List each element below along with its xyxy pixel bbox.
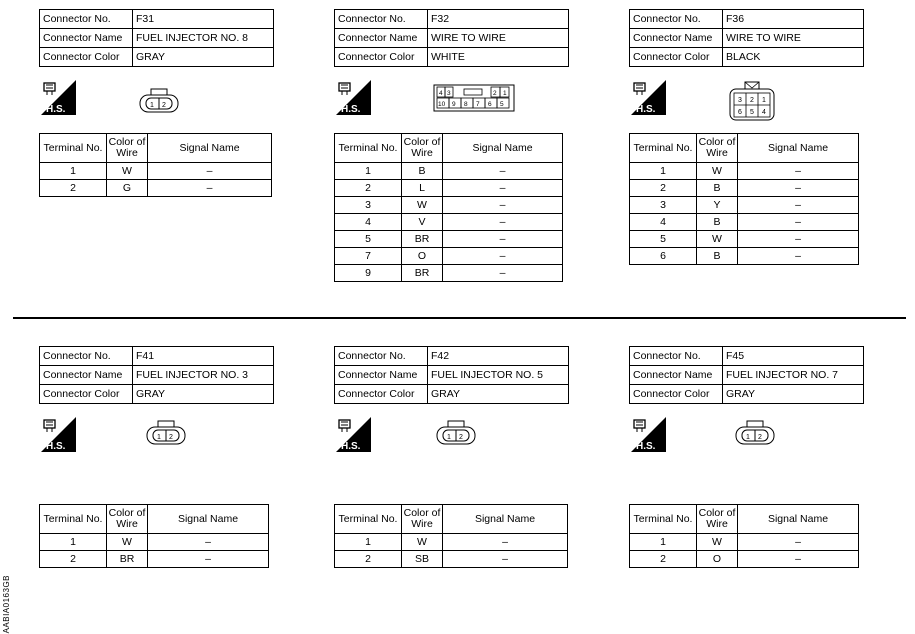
connector-name-value: FUEL INJECTOR NO. 7 [723, 366, 864, 385]
connector-color-label: Connector Color [40, 385, 133, 404]
table-row: 1 W – [630, 534, 859, 551]
pin-label: 2 [162, 102, 166, 109]
connector-info-table [334, 9, 569, 67]
connector-color-value: WHITE [428, 48, 569, 67]
connector-no-value: F41 [133, 347, 274, 366]
connector-face-2pin [733, 420, 777, 446]
pin-label: 9 [452, 101, 456, 108]
connector-color-label: Connector Color [630, 48, 723, 67]
connector-face-6pin [728, 80, 776, 122]
connector-color-label: Connector Color [630, 385, 723, 404]
pin-label: 5 [750, 109, 754, 116]
connector-color-label: Connector Color [335, 48, 428, 67]
signal-name-header: Signal Name [738, 134, 859, 163]
terminal-table [39, 504, 269, 568]
connector-color-value: GRAY [723, 385, 864, 404]
color-of-wire-header: Color of Wire [402, 505, 443, 534]
terminal-table [334, 504, 568, 568]
pin-label: 4 [762, 109, 766, 116]
hs-label: H.S. [46, 104, 66, 115]
pin-label: 5 [500, 101, 504, 108]
pin-label: 1 [150, 102, 154, 109]
pin-label: 1 [762, 97, 766, 104]
harness-side-icon [41, 80, 76, 115]
harness-side-icon [631, 80, 666, 115]
hs-label: H.S. [636, 441, 656, 452]
connector-no-label: Connector No. [40, 347, 133, 366]
terminal-no-header: Terminal No. [630, 134, 697, 163]
pin-label: 1 [157, 434, 161, 441]
table-row: 4 B – [630, 214, 859, 231]
pin-label: 1 [503, 90, 507, 97]
color-of-wire-header: Color of Wire [107, 505, 148, 534]
connector-name-label: Connector Name [335, 366, 428, 385]
color-of-wire-header: Color of Wire [107, 134, 148, 163]
connector-face-2pin [434, 420, 478, 446]
connector-no-value: F42 [428, 347, 569, 366]
connector-no-value: F36 [723, 10, 864, 29]
table-row: 5 W – [630, 231, 859, 248]
section-divider [13, 317, 906, 319]
hs-label: H.S. [341, 104, 361, 115]
terminal-table [334, 133, 563, 282]
connector-no-value: F32 [428, 10, 569, 29]
terminal-no-header: Terminal No. [40, 134, 107, 163]
pin-label: 2 [493, 90, 497, 97]
pin-label: 7 [476, 101, 480, 108]
figure-code: AABIA0163GB [2, 575, 11, 634]
table-row: 9 BR – [335, 265, 563, 282]
terminal-table [629, 133, 859, 265]
pin-label: 6 [488, 101, 492, 108]
connector-name-label: Connector Name [630, 29, 723, 48]
pin-label: 3 [738, 97, 742, 104]
pin-label: 10 [438, 101, 446, 108]
table-row: 1 W – [40, 534, 269, 551]
pin-label: 2 [758, 434, 762, 441]
terminal-no-header: Terminal No. [335, 134, 402, 163]
connector-name-label: Connector Name [335, 29, 428, 48]
table-row: 1 W – [40, 163, 272, 180]
connector-no-value: F31 [133, 10, 274, 29]
connector-name-label: Connector Name [630, 366, 723, 385]
table-row: 5 BR – [335, 231, 563, 248]
signal-name-header: Signal Name [443, 505, 568, 534]
connector-name-value: FUEL INJECTOR NO. 3 [133, 366, 274, 385]
connector-block-f42 [334, 346, 569, 404]
signal-name-header: Signal Name [148, 505, 269, 534]
table-row: 2 O – [630, 551, 859, 568]
connector-info-table [39, 9, 274, 67]
connector-info-table [629, 9, 864, 67]
connector-block-f41 [39, 346, 274, 404]
harness-side-icon [336, 80, 371, 115]
connector-color-value: GRAY [133, 48, 274, 67]
pin-label: 8 [464, 101, 468, 108]
connector-block-f31 [39, 9, 274, 67]
connector-name-value: FUEL INJECTOR NO. 5 [428, 366, 569, 385]
connector-color-label: Connector Color [40, 48, 133, 67]
terminal-table [629, 504, 859, 568]
color-of-wire-header: Color of Wire [402, 134, 443, 163]
connector-no-label: Connector No. [630, 10, 723, 29]
connector-name-value: WIRE TO WIRE [723, 29, 864, 48]
table-row: 2 L – [335, 180, 563, 197]
harness-side-icon [336, 417, 371, 452]
hs-label: H.S. [636, 104, 656, 115]
table-row: 4 V – [335, 214, 563, 231]
hs-label: H.S. [341, 441, 361, 452]
connector-no-label: Connector No. [630, 347, 723, 366]
table-row: 6 B – [630, 248, 859, 265]
table-row: 7 O – [335, 248, 563, 265]
harness-side-icon [41, 417, 76, 452]
table-row: 3 Y – [630, 197, 859, 214]
color-of-wire-header: Color of Wire [697, 505, 738, 534]
connector-face-10pin [433, 84, 515, 112]
harness-side-icon [631, 417, 666, 452]
terminal-no-header: Terminal No. [335, 505, 402, 534]
connector-name-value: WIRE TO WIRE [428, 29, 569, 48]
connector-block-f45 [629, 346, 864, 404]
table-row: 1 W – [335, 534, 568, 551]
terminal-no-header: Terminal No. [630, 505, 697, 534]
connector-face-2pin [144, 420, 188, 446]
pin-label: 2 [459, 434, 463, 441]
table-row: 2 SB – [335, 551, 568, 568]
signal-name-header: Signal Name [148, 134, 272, 163]
connector-color-value: BLACK [723, 48, 864, 67]
connector-block-f32 [334, 9, 569, 67]
table-row: 2 G – [40, 180, 272, 197]
pin-label: 3 [447, 90, 451, 97]
connector-no-label: Connector No. [40, 10, 133, 29]
pin-label: 2 [169, 434, 173, 441]
connector-block-f36 [629, 9, 864, 67]
table-row: 1 W – [630, 163, 859, 180]
signal-name-header: Signal Name [443, 134, 563, 163]
connector-no-label: Connector No. [335, 10, 428, 29]
connector-name-label: Connector Name [40, 366, 133, 385]
connector-info-table [334, 346, 569, 404]
table-row: 1 B – [335, 163, 563, 180]
color-of-wire-header: Color of Wire [697, 134, 738, 163]
connector-color-value: GRAY [428, 385, 569, 404]
terminal-table [39, 133, 272, 197]
pin-label: 1 [746, 434, 750, 441]
pin-label: 6 [738, 109, 742, 116]
table-row: 3 W – [335, 197, 563, 214]
pin-label: 4 [439, 90, 443, 97]
terminal-no-header: Terminal No. [40, 505, 107, 534]
connector-color-value: GRAY [133, 385, 274, 404]
connector-face-2pin [137, 88, 181, 114]
connector-no-value: F45 [723, 347, 864, 366]
connector-name-value: FUEL INJECTOR NO. 8 [133, 29, 274, 48]
connector-no-label: Connector No. [335, 347, 428, 366]
connector-info-table [629, 346, 864, 404]
signal-name-header: Signal Name [738, 505, 859, 534]
table-row: 2 B – [630, 180, 859, 197]
connector-info-table [39, 346, 274, 404]
connector-color-label: Connector Color [335, 385, 428, 404]
pin-label: 1 [447, 434, 451, 441]
table-row: 2 BR – [40, 551, 269, 568]
connector-name-label: Connector Name [40, 29, 133, 48]
pin-label: 2 [750, 97, 754, 104]
hs-label: H.S. [46, 441, 66, 452]
